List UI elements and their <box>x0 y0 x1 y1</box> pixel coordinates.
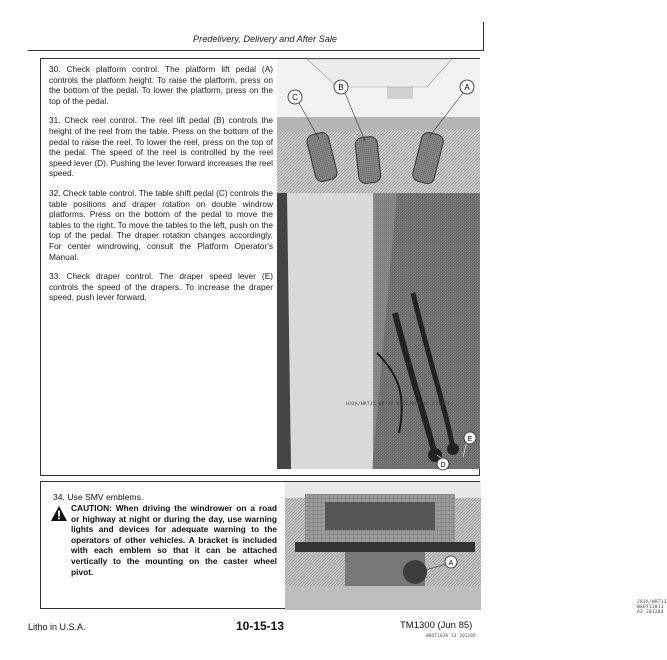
figure-caption-controls: H32A/WRT31 W8730 WOT13016 AE 231284 <box>346 402 450 407</box>
step-34-smv-emblems: 34. Use SMV emblems. <box>53 492 144 502</box>
caution-text: CAUTION: When driving the windrower on a road or highway at night or during the day, use warning lights and devices for adequate warning to the operators of other vehicles. A bracket is included with each emblem so that it can be attached vertically to the mounting on the caster wheel pivot. <box>71 503 277 577</box>
step-30-platform-control: 30. Check platform control. The platform lift pedal (A) controls the platform height. To raise the platform, press on the bottom of the pedal. To lower the platform, press on the top of the pedal. <box>49 64 273 106</box>
header-margin-line <box>483 22 484 51</box>
page-header-title: Predelivery, Delivery and After Sale <box>193 34 337 44</box>
manual-id: TM1300 (Jun 85) <box>400 620 473 631</box>
instruction-panel-controls <box>40 58 480 476</box>
label-d: D <box>440 462 446 469</box>
header-rule <box>28 50 484 51</box>
pedals-photo <box>277 59 480 193</box>
label-a-smv: A <box>448 560 454 567</box>
instructions-text <box>49 64 273 312</box>
label-a: A <box>464 83 470 92</box>
step-31-reel-control: 31. Check reel control. The reel lift pedal (B) controls the height of the reel from the table. Press on the bottom of the pedal to raise the reel. To lower the reel, press on the top of the pedal. The speed of the reel is controlled by the reel speed lever (D). Pushing the lever forward increases the reel speed. <box>49 115 273 179</box>
label-b: B <box>338 83 344 92</box>
page-number: 10-15-13 <box>235 619 285 633</box>
footer-code: W8OT1030 13 201285 <box>426 634 476 639</box>
figure-caption-smv: J81A/WRT13 W8OT13011 A3 201284 <box>637 600 667 615</box>
label-e: E <box>467 436 473 443</box>
windrower-rear-photo <box>285 482 667 615</box>
label-c: C <box>292 93 298 102</box>
instruction-panel-smv <box>40 481 667 615</box>
step-32-table-control: 32. Check table control. The table shift pedal (C) controls the table positions and draper rotation on double windrow platforms. Press on the bottom of the pedal to move the tables to the right. To move the tables to the left, push on the top of the pedal. The draper rotation changes accordingly. For center windrowing, consult the Platform Operator's Manual. <box>49 187 273 262</box>
step-33-draper-control: 33. Check draper control. The draper speed lever (E) controls the speed of the drapers. To increase the draper speed, push lever forward. <box>49 271 273 303</box>
levers-photo <box>277 193 480 469</box>
footer-printer-note: Litho in U.S.A. <box>28 622 86 632</box>
warning-triangle-icon <box>51 506 67 521</box>
